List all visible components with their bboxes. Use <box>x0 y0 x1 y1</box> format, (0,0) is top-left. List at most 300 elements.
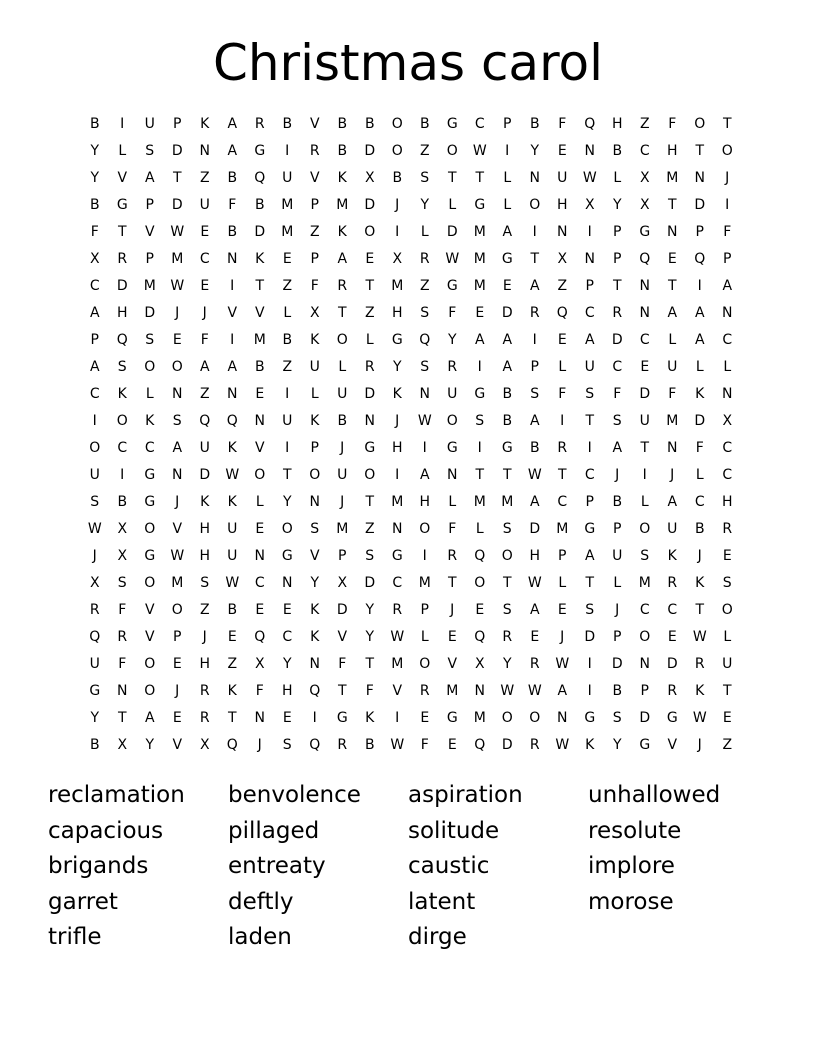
grid-cell[interactable]: I <box>532 331 537 348</box>
grid-cell[interactable]: E <box>667 250 677 267</box>
grid-cell[interactable]: O <box>364 223 376 240</box>
grid-cell[interactable]: S <box>282 736 292 753</box>
grid-cell[interactable]: O <box>116 412 128 429</box>
grid-cell[interactable]: O <box>254 466 266 483</box>
grid-cell[interactable]: Q <box>474 736 486 753</box>
grid-cell[interactable]: U <box>337 466 348 483</box>
grid-cell[interactable]: E <box>282 250 292 267</box>
grid-cell[interactable]: U <box>227 520 238 537</box>
grid-cell[interactable]: G <box>446 439 458 456</box>
grid-cell[interactable]: I <box>505 142 510 159</box>
grid-cell[interactable]: T <box>447 574 457 591</box>
grid-cell[interactable]: K <box>227 439 237 456</box>
grid-cell[interactable]: I <box>532 223 537 240</box>
grid-cell[interactable]: T <box>365 655 375 672</box>
grid-cell[interactable]: R <box>447 358 458 375</box>
grid-cell[interactable]: O <box>144 574 156 591</box>
grid-cell[interactable]: S <box>145 331 155 348</box>
grid-cell[interactable]: Z <box>309 223 320 240</box>
grid-cell[interactable]: T <box>640 439 650 456</box>
grid-cell[interactable]: P <box>613 250 622 267</box>
grid-cell[interactable]: O <box>336 331 348 348</box>
grid-cell[interactable]: W <box>225 574 240 591</box>
grid-cell[interactable]: A <box>172 439 183 456</box>
grid-cell[interactable]: B <box>502 385 513 402</box>
grid-cell[interactable]: M <box>253 331 266 348</box>
grid-cell[interactable]: C <box>639 142 650 159</box>
grid-cell[interactable]: R <box>667 574 678 591</box>
grid-cell[interactable]: A <box>694 331 705 348</box>
grid-cell[interactable]: B <box>117 493 128 510</box>
grid-cell[interactable]: D <box>694 196 706 213</box>
grid-cell[interactable]: L <box>613 169 622 186</box>
grid-cell[interactable]: S <box>145 142 155 159</box>
grid-cell[interactable]: T <box>722 115 732 132</box>
grid-cell[interactable]: C <box>199 250 210 267</box>
grid-cell[interactable]: F <box>420 736 429 753</box>
grid-cell[interactable]: A <box>667 493 678 510</box>
grid-cell[interactable]: X <box>254 655 265 672</box>
grid-cell[interactable]: J <box>697 736 702 753</box>
grid-cell[interactable]: P <box>585 277 594 294</box>
grid-cell[interactable]: E <box>172 655 182 672</box>
grid-cell[interactable]: S <box>612 412 622 429</box>
grid-cell[interactable]: N <box>282 574 293 591</box>
grid-cell[interactable]: A <box>227 142 238 159</box>
grid-cell[interactable]: F <box>118 655 127 672</box>
grid-cell[interactable]: U <box>89 655 100 672</box>
grid-cell[interactable]: G <box>254 142 266 159</box>
grid-cell[interactable]: R <box>557 439 568 456</box>
grid-cell[interactable]: H <box>556 196 568 213</box>
grid-cell[interactable]: L <box>118 142 127 159</box>
grid-cell[interactable]: R <box>667 682 678 699</box>
grid-cell[interactable]: F <box>668 385 677 402</box>
grid-cell[interactable]: Q <box>556 304 568 321</box>
grid-cell[interactable]: F <box>365 682 374 699</box>
grid-cell[interactable]: Z <box>639 115 650 132</box>
grid-cell[interactable]: E <box>255 385 265 402</box>
grid-cell[interactable]: G <box>144 547 156 564</box>
grid-cell[interactable]: L <box>448 196 457 213</box>
grid-cell[interactable]: O <box>144 682 156 699</box>
grid-cell[interactable]: E <box>502 277 512 294</box>
grid-cell[interactable]: T <box>667 277 677 294</box>
grid-cell[interactable]: O <box>639 628 651 645</box>
grid-cell[interactable]: Z <box>199 385 210 402</box>
grid-cell[interactable]: L <box>475 520 484 537</box>
grid-cell[interactable]: T <box>282 466 292 483</box>
grid-cell[interactable]: Z <box>722 736 733 753</box>
grid-cell[interactable]: S <box>585 601 595 618</box>
grid-cell[interactable]: I <box>230 331 235 348</box>
grid-cell[interactable]: B <box>89 115 100 132</box>
grid-cell[interactable]: F <box>200 331 209 348</box>
grid-cell[interactable]: R <box>447 547 458 564</box>
grid-cell[interactable]: F <box>228 196 237 213</box>
grid-cell[interactable]: Z <box>419 277 430 294</box>
grid-cell[interactable]: L <box>695 358 704 375</box>
grid-cell[interactable]: L <box>255 493 264 510</box>
grid-cell[interactable]: S <box>612 709 622 726</box>
grid-cell[interactable]: I <box>285 439 290 456</box>
grid-cell[interactable]: H <box>529 547 541 564</box>
grid-cell[interactable]: W <box>555 736 570 753</box>
grid-cell[interactable]: L <box>503 196 512 213</box>
grid-cell[interactable]: L <box>420 628 429 645</box>
grid-cell[interactable]: E <box>255 601 265 618</box>
grid-cell[interactable]: U <box>722 655 733 672</box>
grid-cell[interactable]: W <box>225 466 240 483</box>
grid-cell[interactable]: N <box>557 223 568 240</box>
grid-cell[interactable]: P <box>145 250 154 267</box>
grid-cell[interactable]: G <box>501 250 513 267</box>
grid-cell[interactable]: I <box>642 466 647 483</box>
grid-cell[interactable]: A <box>529 601 540 618</box>
grid-cell[interactable]: S <box>722 574 732 591</box>
grid-cell[interactable]: B <box>612 493 623 510</box>
grid-cell[interactable]: L <box>558 574 567 591</box>
grid-cell[interactable]: K <box>310 601 320 618</box>
grid-cell[interactable]: C <box>584 304 595 321</box>
grid-cell[interactable]: S <box>90 493 100 510</box>
grid-cell[interactable]: H <box>116 304 128 321</box>
grid-cell[interactable]: X <box>557 250 568 267</box>
grid-cell[interactable]: S <box>502 601 512 618</box>
grid-cell[interactable]: T <box>530 250 540 267</box>
grid-cell[interactable]: E <box>227 628 237 645</box>
grid-cell[interactable]: I <box>422 547 427 564</box>
grid-cell[interactable]: O <box>446 412 458 429</box>
grid-cell[interactable]: C <box>89 277 100 294</box>
grid-cell[interactable]: T <box>365 493 375 510</box>
grid-cell[interactable]: M <box>391 655 404 672</box>
grid-cell[interactable]: Z <box>199 169 210 186</box>
grid-cell[interactable]: M <box>556 520 569 537</box>
grid-cell[interactable]: L <box>145 385 154 402</box>
grid-cell[interactable]: I <box>312 709 317 726</box>
grid-cell[interactable]: U <box>667 520 678 537</box>
grid-cell[interactable]: M <box>281 196 294 213</box>
grid-cell[interactable]: E <box>365 250 375 267</box>
grid-cell[interactable]: X <box>337 574 348 591</box>
grid-cell[interactable]: L <box>283 304 292 321</box>
grid-cell[interactable]: P <box>310 250 319 267</box>
grid-cell[interactable]: A <box>557 682 568 699</box>
grid-cell[interactable]: I <box>697 277 702 294</box>
grid-cell[interactable]: N <box>309 493 320 510</box>
grid-cell[interactable]: J <box>175 682 180 699</box>
grid-cell[interactable]: P <box>723 250 732 267</box>
grid-cell[interactable]: I <box>120 115 125 132</box>
grid-cell[interactable]: D <box>144 304 156 321</box>
grid-cell[interactable]: E <box>255 520 265 537</box>
grid-cell[interactable]: O <box>474 574 486 591</box>
grid-cell[interactable]: T <box>475 466 485 483</box>
grid-cell[interactable]: J <box>615 601 620 618</box>
grid-cell[interactable]: P <box>420 601 429 618</box>
grid-cell[interactable]: V <box>337 628 348 645</box>
grid-cell[interactable]: Y <box>310 574 320 591</box>
grid-cell[interactable]: N <box>529 169 540 186</box>
grid-cell[interactable]: T <box>337 304 347 321</box>
grid-cell[interactable]: V <box>309 547 320 564</box>
grid-cell[interactable]: K <box>227 682 237 699</box>
grid-cell[interactable]: K <box>695 385 705 402</box>
grid-cell[interactable]: P <box>613 628 622 645</box>
grid-cell[interactable]: A <box>502 331 513 348</box>
grid-cell[interactable]: T <box>475 169 485 186</box>
grid-cell[interactable]: D <box>529 520 541 537</box>
grid-cell[interactable]: J <box>670 466 675 483</box>
grid-cell[interactable]: D <box>254 223 266 240</box>
grid-cell[interactable]: S <box>200 574 210 591</box>
grid-cell[interactable]: M <box>391 493 404 510</box>
grid-cell[interactable]: E <box>447 628 457 645</box>
grid-cell[interactable]: Q <box>199 412 211 429</box>
grid-cell[interactable]: B <box>254 196 265 213</box>
grid-cell[interactable]: G <box>584 520 596 537</box>
grid-cell[interactable]: K <box>227 493 237 510</box>
grid-cell[interactable]: I <box>587 223 592 240</box>
grid-cell[interactable]: E <box>722 709 732 726</box>
grid-cell[interactable]: B <box>337 412 348 429</box>
grid-cell[interactable]: B <box>89 736 100 753</box>
grid-cell[interactable]: M <box>501 493 514 510</box>
grid-cell[interactable]: B <box>282 115 293 132</box>
grid-cell[interactable]: H <box>666 142 678 159</box>
grid-cell[interactable]: O <box>721 142 733 159</box>
grid-cell[interactable]: W <box>390 628 405 645</box>
grid-cell[interactable]: A <box>89 304 100 321</box>
grid-cell[interactable]: M <box>473 493 486 510</box>
grid-cell[interactable]: B <box>612 682 623 699</box>
grid-cell[interactable]: I <box>560 412 565 429</box>
grid-cell[interactable]: B <box>694 520 705 537</box>
grid-cell[interactable]: Z <box>282 277 293 294</box>
grid-cell[interactable]: Y <box>365 601 375 618</box>
grid-cell[interactable]: D <box>171 142 183 159</box>
grid-cell[interactable]: W <box>390 736 405 753</box>
grid-cell[interactable]: S <box>172 412 182 429</box>
grid-cell[interactable]: R <box>529 736 540 753</box>
grid-cell[interactable]: T <box>557 466 567 483</box>
grid-cell[interactable]: K <box>117 385 127 402</box>
grid-cell[interactable]: Y <box>420 196 430 213</box>
grid-cell[interactable]: V <box>172 736 183 753</box>
grid-cell[interactable]: Q <box>309 682 321 699</box>
grid-cell[interactable]: A <box>502 223 513 240</box>
grid-cell[interactable]: S <box>310 520 320 537</box>
grid-cell[interactable]: N <box>364 412 375 429</box>
grid-cell[interactable]: P <box>310 439 319 456</box>
grid-cell[interactable]: O <box>89 439 101 456</box>
grid-cell[interactable]: Q <box>639 250 651 267</box>
grid-cell[interactable]: O <box>694 115 706 132</box>
grid-cell[interactable]: G <box>364 439 376 456</box>
grid-cell[interactable]: N <box>694 169 705 186</box>
grid-cell[interactable]: E <box>640 358 650 375</box>
grid-cell[interactable]: O <box>144 655 156 672</box>
grid-cell[interactable]: R <box>364 358 375 375</box>
grid-cell[interactable]: W <box>170 223 185 240</box>
grid-cell[interactable]: A <box>612 439 623 456</box>
grid-cell[interactable]: X <box>639 196 650 213</box>
grid-cell[interactable]: A <box>529 277 540 294</box>
grid-cell[interactable]: J <box>615 466 620 483</box>
grid-cell[interactable]: N <box>419 385 430 402</box>
grid-cell[interactable]: B <box>392 169 403 186</box>
grid-cell[interactable]: W <box>170 277 185 294</box>
grid-cell[interactable]: B <box>254 358 265 375</box>
grid-cell[interactable]: D <box>116 277 128 294</box>
grid-cell[interactable]: X <box>89 574 100 591</box>
grid-cell[interactable]: O <box>309 466 321 483</box>
grid-cell[interactable]: L <box>310 385 319 402</box>
grid-cell[interactable]: J <box>92 547 97 564</box>
grid-cell[interactable]: N <box>667 223 678 240</box>
grid-cell[interactable]: P <box>145 196 154 213</box>
grid-cell[interactable]: W <box>417 412 432 429</box>
grid-cell[interactable]: O <box>171 601 183 618</box>
grid-cell[interactable]: U <box>227 547 238 564</box>
grid-cell[interactable]: M <box>418 574 431 591</box>
grid-cell[interactable]: R <box>309 142 320 159</box>
grid-cell[interactable]: L <box>668 331 677 348</box>
grid-cell[interactable]: C <box>722 439 733 456</box>
grid-cell[interactable]: M <box>171 250 184 267</box>
grid-cell[interactable]: A <box>584 547 595 564</box>
grid-cell[interactable]: J <box>175 493 180 510</box>
grid-cell[interactable]: O <box>144 358 156 375</box>
grid-cell[interactable]: E <box>530 628 540 645</box>
grid-cell[interactable]: N <box>639 304 650 321</box>
grid-cell[interactable]: F <box>668 115 677 132</box>
grid-cell[interactable]: A <box>419 466 430 483</box>
grid-cell[interactable]: E <box>667 628 677 645</box>
grid-cell[interactable]: T <box>227 709 237 726</box>
grid-cell[interactable]: N <box>722 385 733 402</box>
grid-cell[interactable]: I <box>477 358 482 375</box>
grid-cell[interactable]: E <box>557 331 567 348</box>
grid-cell[interactable]: F <box>118 601 127 618</box>
grid-cell[interactable]: J <box>450 601 455 618</box>
grid-cell[interactable]: M <box>473 250 486 267</box>
grid-cell[interactable]: A <box>89 358 100 375</box>
grid-cell[interactable]: B <box>227 169 238 186</box>
grid-cell[interactable]: I <box>285 385 290 402</box>
grid-cell[interactable]: J <box>340 439 345 456</box>
grid-cell[interactable]: B <box>337 115 348 132</box>
grid-cell[interactable]: E <box>282 601 292 618</box>
grid-cell[interactable]: T <box>585 412 595 429</box>
grid-cell[interactable]: E <box>722 547 732 564</box>
grid-cell[interactable]: C <box>584 466 595 483</box>
grid-cell[interactable]: Y <box>90 142 100 159</box>
grid-cell[interactable]: R <box>694 655 705 672</box>
grid-cell[interactable]: W <box>472 142 487 159</box>
grid-cell[interactable]: J <box>175 304 180 321</box>
grid-cell[interactable]: Q <box>226 412 238 429</box>
grid-cell[interactable]: P <box>695 223 704 240</box>
grid-cell[interactable]: P <box>613 223 622 240</box>
grid-cell[interactable]: Q <box>254 628 266 645</box>
grid-cell[interactable]: Z <box>419 142 430 159</box>
grid-cell[interactable]: M <box>446 682 459 699</box>
grid-cell[interactable]: Q <box>116 331 128 348</box>
grid-cell[interactable]: O <box>639 520 651 537</box>
grid-cell[interactable]: B <box>529 439 540 456</box>
grid-cell[interactable]: K <box>255 250 265 267</box>
grid-cell[interactable]: G <box>474 196 486 213</box>
grid-cell[interactable]: V <box>227 304 238 321</box>
grid-cell[interactable]: G <box>666 709 678 726</box>
grid-cell[interactable]: I <box>725 196 730 213</box>
grid-cell[interactable]: W <box>87 520 102 537</box>
grid-cell[interactable]: E <box>475 304 485 321</box>
grid-cell[interactable]: U <box>584 358 595 375</box>
grid-cell[interactable]: Q <box>419 331 431 348</box>
grid-cell[interactable]: H <box>419 493 431 510</box>
grid-cell[interactable]: Z <box>364 520 375 537</box>
grid-cell[interactable]: R <box>392 601 403 618</box>
grid-cell[interactable]: X <box>117 547 128 564</box>
grid-cell[interactable]: M <box>336 520 349 537</box>
grid-cell[interactable]: V <box>144 628 155 645</box>
grid-cell[interactable]: L <box>448 493 457 510</box>
grid-cell[interactable]: O <box>419 655 431 672</box>
grid-cell[interactable]: F <box>723 223 732 240</box>
grid-cell[interactable]: O <box>419 520 431 537</box>
grid-cell[interactable]: Y <box>282 655 292 672</box>
grid-cell[interactable]: G <box>584 709 596 726</box>
grid-cell[interactable]: S <box>117 574 127 591</box>
grid-cell[interactable]: X <box>639 169 650 186</box>
grid-cell[interactable]: N <box>557 709 568 726</box>
grid-cell[interactable]: G <box>639 223 651 240</box>
grid-cell[interactable]: Y <box>90 709 100 726</box>
grid-cell[interactable]: O <box>391 142 403 159</box>
grid-cell[interactable]: C <box>117 439 128 456</box>
grid-cell[interactable]: O <box>501 547 513 564</box>
grid-cell[interactable]: B <box>612 142 623 159</box>
grid-cell[interactable]: J <box>202 628 207 645</box>
grid-cell[interactable]: X <box>117 520 128 537</box>
grid-cell[interactable]: C <box>667 601 678 618</box>
grid-cell[interactable]: L <box>613 574 622 591</box>
grid-cell[interactable]: J <box>725 169 730 186</box>
grid-cell[interactable]: S <box>117 358 127 375</box>
grid-cell[interactable]: H <box>721 493 733 510</box>
grid-cell[interactable]: M <box>143 277 156 294</box>
grid-cell[interactable]: R <box>337 736 348 753</box>
grid-cell[interactable]: G <box>446 277 458 294</box>
grid-cell[interactable]: M <box>666 412 679 429</box>
grid-cell[interactable]: D <box>336 601 348 618</box>
grid-cell[interactable]: D <box>584 628 596 645</box>
grid-cell[interactable]: D <box>364 142 376 159</box>
grid-cell[interactable]: U <box>337 385 348 402</box>
grid-cell[interactable]: D <box>446 223 458 240</box>
grid-cell[interactable]: L <box>420 223 429 240</box>
grid-cell[interactable]: G <box>116 196 128 213</box>
grid-cell[interactable]: E <box>557 142 567 159</box>
grid-cell[interactable]: W <box>527 682 542 699</box>
grid-cell[interactable]: G <box>639 736 651 753</box>
grid-cell[interactable]: P <box>585 493 594 510</box>
grid-cell[interactable]: G <box>474 385 486 402</box>
grid-cell[interactable]: D <box>171 196 183 213</box>
